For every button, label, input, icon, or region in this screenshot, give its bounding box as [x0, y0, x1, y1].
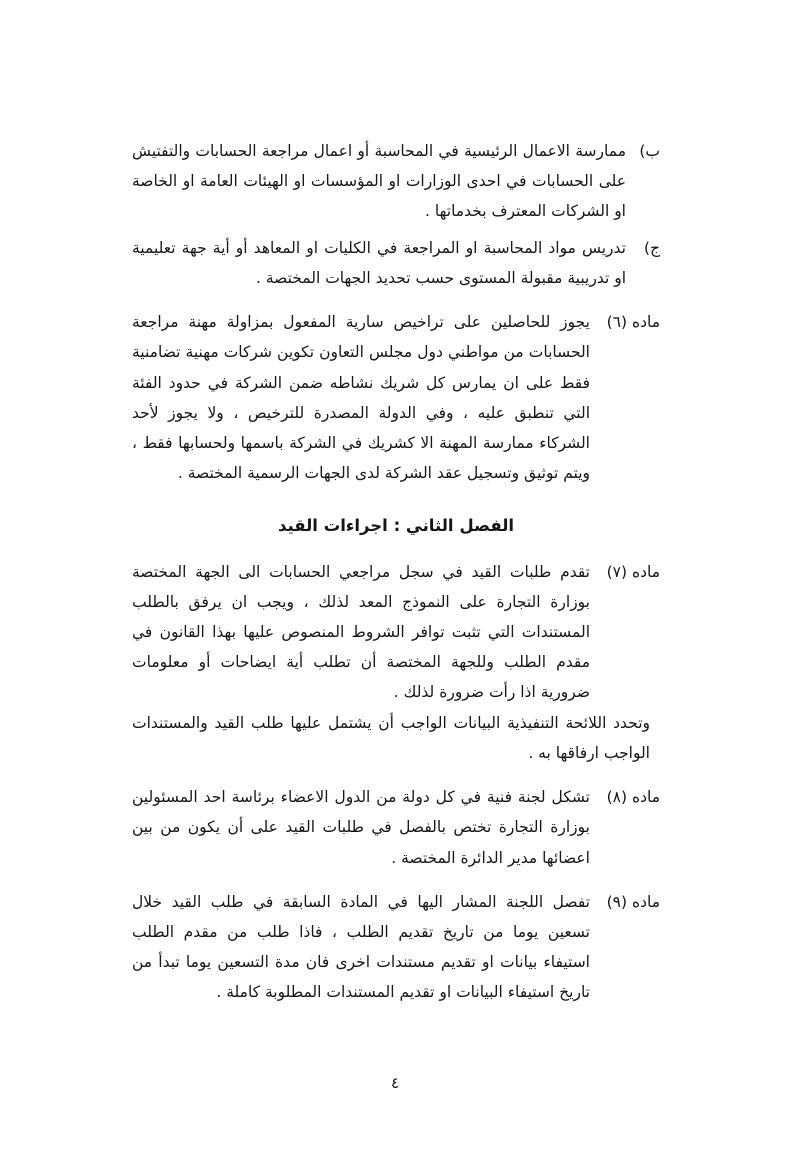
article-8 [132, 782, 660, 873]
article-6-label: ماده (٦) [606, 313, 660, 332]
article-6 [132, 307, 660, 488]
chapter-heading: الفصل الثاني : اجراءات القيد [277, 516, 515, 536]
article-7-text: تقدم طلبات القيد في سجل مراجعي الحسابات الى الجهة المختصة بوزارة التجارة على النموذج المعد لذلك ، ويجب ان يرفق بالطلب المستندات التي تثبت توافر الشروط المنصوص عليها بهذا القانون في مقدم الطلب وللجهة المختصة أن تطلب أية ايضاحات أو معلومات ضرورية اذا رأت ضرورة لذلك . [132, 562, 590, 702]
list-item-b-text: ممارسة الاعمال الرئيسية في المحاسبة أو اعمال مراجعة الحسابات والتفتيش على الحسابات في احدى الوزارات او المؤسسات او الهيئات العامة او الخاصة او الشركات المعترف بخدماتها . [132, 142, 626, 221]
article-7-label: ماده (٧) [606, 562, 660, 581]
list-item-b-label: ب) [639, 142, 660, 160]
page-number: ٤ [390, 1074, 400, 1092]
list-item-j [132, 233, 660, 293]
list-item-j-label: ج) [643, 238, 660, 257]
article-8-text: تشكل لجنة فنية في كل دولة من الدول الاعضاء برئاسة احد المسئولين بوزارة التجارة تختص بالفصل في طلبات القيد على أن يكون من بين اعضائها مدير الدائرة المختصة . [132, 788, 590, 867]
article-7-text-continuation: وتحدد اللائحة التنفيذية البيانات الواجب أن يشتمل عليها طلب القيد والمستندات الواجب ارفاقها به . [132, 713, 650, 762]
article-8-label: ماده (٨) [606, 788, 660, 807]
list-item-b [132, 136, 660, 227]
article-7 [132, 557, 660, 708]
list-item-j-text: تدريس مواد المحاسبة او المراجعة في الكليات او المعاهد أو أية جهة تعليمية او تدريبية مقبولة المستوى حسب تحديد الجهات المختصة . [132, 238, 626, 287]
article-9 [132, 887, 660, 1008]
article-9-label: ماده (٩) [606, 892, 660, 911]
document-content [132, 136, 660, 1008]
article-9-text: تفصل اللجنة المشار اليها في المادة السابقة في طلب القيد خلال تسعين يوما من تاريخ تقديم الطلب ، فاذا طلب من مقدم الطلب استيفاء بيانات او تقديم مستندات اخرى فان مدة التسعين يوما تبدأ من تاريخ استيفاء البيانات او تقديم المستندات المطلوبة كاملة . [132, 892, 590, 1002]
article-6-text: يجوز للحاصلين على تراخيص سارية المفعول بمزاولة مهنة مراجعة الحسابات من مواطني دول مجلس التعاون تكوين شركات مهنية تضامنية فقط على ان يمارس كل شريك نشاطه ضمن الشركة في حدود الفئة التي تنطبق عليه ، وفي الدولة المصدرة للترخيص ، ولا يجوز لأحد الشركاء ممارسة المهنة الا كشريك في الشركة باسمها ولحسابها فقط ، ويتم توثيق وتسجيل عقد الشركة لدى الجهات الرسمية المختصة . [132, 313, 590, 483]
